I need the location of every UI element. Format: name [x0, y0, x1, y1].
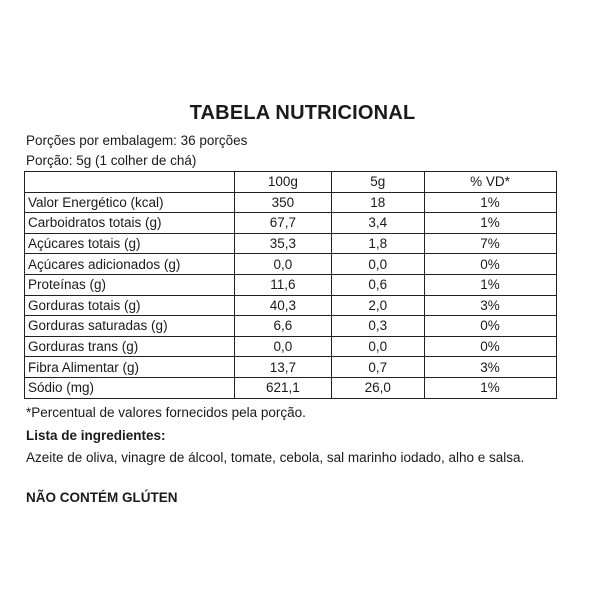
daily-value-percent: 0% [425, 336, 557, 357]
table-row [25, 254, 557, 275]
nutrient-name: Sódio (mg) [25, 377, 235, 398]
table-row [25, 274, 557, 295]
table-row [25, 192, 557, 213]
value-per-portion: 0,7 [332, 357, 425, 378]
value-per-portion: 0,6 [332, 274, 425, 295]
value-per-portion: 2,0 [332, 295, 425, 316]
daily-value-percent: 1% [425, 274, 557, 295]
footnote: *Percentual de valores fornecidos pela porção. [26, 405, 306, 420]
portions-per-package: Porções por embalagem: 36 porções [26, 133, 248, 148]
value-per-portion: 0,0 [332, 254, 425, 275]
daily-value-percent: 0% [425, 316, 557, 337]
ingredients-text: Azeite de oliva, vinagre de álcool, tomate, cebola, sal marinho iodado, alho e salsa. [26, 450, 525, 465]
value-per-portion: 26,0 [332, 377, 425, 398]
gluten-notice: NÃO CONTÉM GLÚTEN [26, 490, 178, 505]
table-row [25, 357, 557, 378]
daily-value-percent: 1% [425, 213, 557, 234]
table-row [25, 295, 557, 316]
daily-value-percent: 3% [425, 295, 557, 316]
nutrient-name: Carboidratos totais (g) [25, 213, 235, 234]
value-per-portion: 0,0 [332, 336, 425, 357]
nutrient-name: Açúcares adicionados (g) [25, 254, 235, 275]
daily-value-percent: 1% [425, 377, 557, 398]
ingredients-title: Lista de ingredientes: [26, 428, 166, 443]
table-header-row [25, 172, 557, 193]
header-nutrient [25, 172, 235, 193]
value-per-portion: 1,8 [332, 233, 425, 254]
value-per-100g: 11,6 [235, 274, 332, 295]
table-row [25, 213, 557, 234]
table-row [25, 233, 557, 254]
daily-value-percent: 0% [425, 254, 557, 275]
nutrient-name: Gorduras saturadas (g) [25, 316, 235, 337]
table-row [25, 336, 557, 357]
value-per-100g: 0,0 [235, 254, 332, 275]
table-row [25, 377, 557, 398]
value-per-portion: 18 [332, 192, 425, 213]
header-daily-value: % VD* [425, 172, 557, 193]
value-per-100g: 621,1 [235, 377, 332, 398]
daily-value-percent: 3% [425, 357, 557, 378]
header-per-portion: 5g [332, 172, 425, 193]
value-per-100g: 350 [235, 192, 332, 213]
nutrition-table [24, 171, 557, 399]
nutrient-name: Gorduras totais (g) [25, 295, 235, 316]
value-per-100g: 6,6 [235, 316, 332, 337]
value-per-100g: 35,3 [235, 233, 332, 254]
nutrient-name: Açúcares totais (g) [25, 233, 235, 254]
value-per-portion: 0,3 [332, 316, 425, 337]
daily-value-percent: 1% [425, 192, 557, 213]
value-per-100g: 40,3 [235, 295, 332, 316]
portion-size: Porção: 5g (1 colher de chá) [26, 153, 197, 168]
header-per-100g: 100g [235, 172, 332, 193]
nutrient-name: Fibra Alimentar (g) [25, 357, 235, 378]
value-per-portion: 3,4 [332, 213, 425, 234]
value-per-100g: 13,7 [235, 357, 332, 378]
table-row [25, 316, 557, 337]
value-per-100g: 0,0 [235, 336, 332, 357]
value-per-100g: 67,7 [235, 213, 332, 234]
nutrient-name: Proteínas (g) [25, 274, 235, 295]
page-title: TABELA NUTRICIONAL [189, 102, 416, 124]
nutrient-name: Valor Energético (kcal) [25, 192, 235, 213]
nutrient-name: Gorduras trans (g) [25, 336, 235, 357]
daily-value-percent: 7% [425, 233, 557, 254]
